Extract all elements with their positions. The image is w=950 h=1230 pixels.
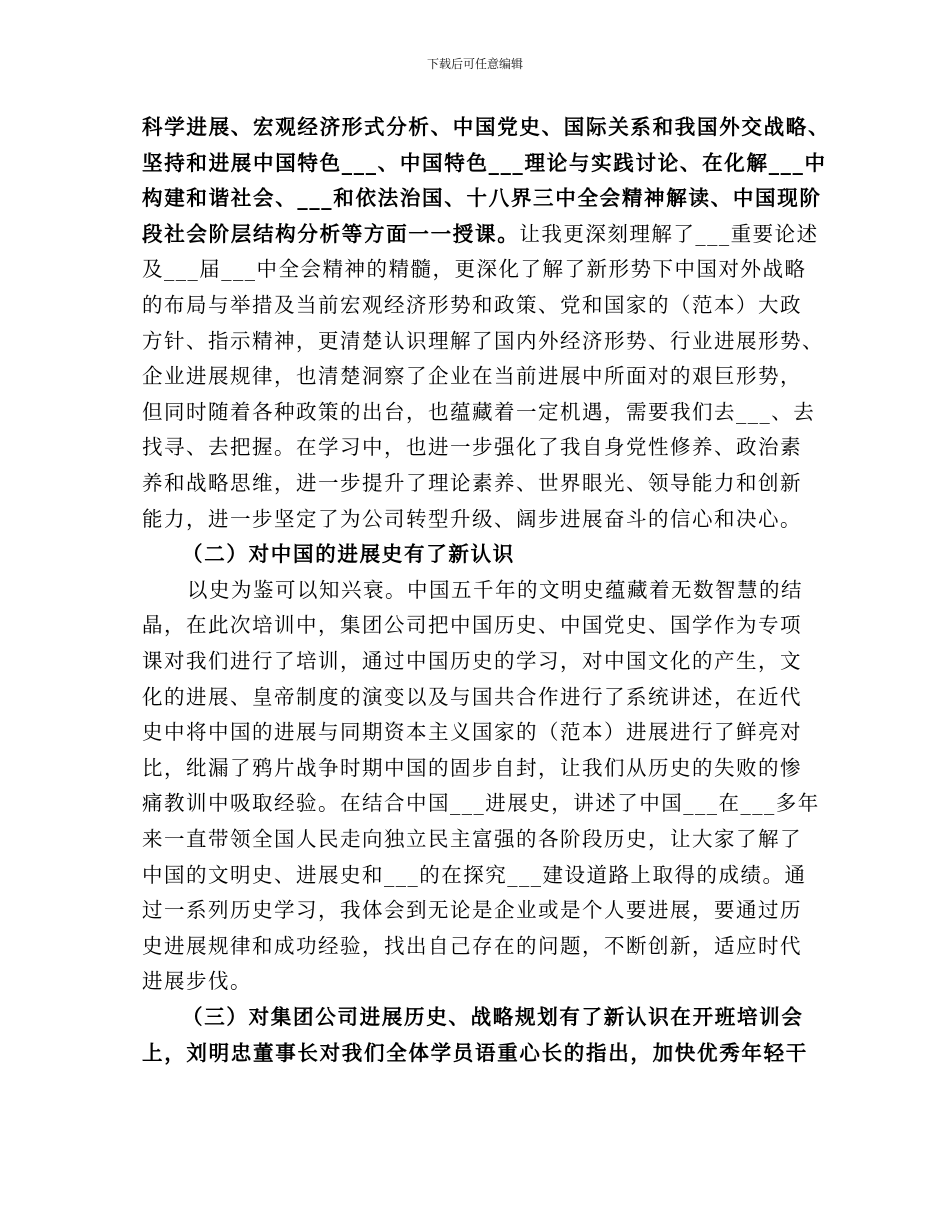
paragraph-line — [142, 934, 802, 958]
paragraph-line — [142, 898, 802, 922]
line-text: 痛教训中吸取经验。在结合中国___进展史，讲述了中国___在___多年 — [142, 791, 820, 816]
line-text: 比，纰漏了鸦片战争时期中国的固步自封，让我们从历史的失败的惨 — [142, 755, 802, 780]
paragraph-line — [142, 186, 822, 210]
paragraph-line — [142, 613, 802, 637]
line-text: 来一直带领全国人民走向独立民主富强的各阶段历史，让大家了解了 — [142, 827, 802, 851]
line-text: 养和战略思维，进一步提升了理论素养、世界眼光、领导能力和创新 — [142, 471, 802, 495]
line-text: 企业进展规律，也清楚洞察了企业在当前进展中所面对的艰巨形势， — [142, 364, 802, 389]
line-text: 构建和谐社会、___和依法治国、十八界三中全会精神解读、中国现阶 — [142, 186, 822, 211]
line-text: 段社会阶层结构分析等方面一一授课。 — [142, 221, 520, 246]
line-text-continuation: 让我更深刻理解了___重要论述 — [519, 221, 819, 246]
paragraph-line — [142, 863, 807, 887]
line-text: 过一系列历史学习，我体会到无论是企业或是个人要进展，要通过历 — [142, 898, 802, 923]
line-text: 能力，进一步坚定了为公司转型升级、阔步进展奋斗的信心和决心。 — [142, 506, 802, 531]
line-text: 坚持和进展中国特色___、中国特色___理论与实践讨论、在化解___中 — [142, 150, 827, 175]
paragraph-line — [142, 471, 802, 495]
paragraph-line — [142, 257, 807, 281]
paragraph-line — [142, 1041, 808, 1065]
page-header: 下载后可任意编辑 — [426, 57, 523, 71]
paragraph-line — [142, 685, 802, 709]
line-text: 上，刘明忠董事长对我们全体学员语重心长的指出，加快优秀年轻干 — [142, 1040, 808, 1065]
section-heading — [182, 1005, 804, 1029]
line-text: （三）对集团公司进展历史、战略规划有了新认识在开班培训会 — [182, 1005, 804, 1029]
line-text: 化的进展、皇帝制度的演变以及与国共合作进行了系统讲述，在近代 — [142, 684, 802, 709]
paragraph-line — [142, 400, 815, 424]
paragraph-line — [142, 507, 802, 531]
paragraph-line — [142, 329, 824, 353]
line-text: 找寻、去把握。在学习中，也进一步强化了我自身党性修养、政治素 — [142, 435, 802, 460]
line-text: 中国的文明史、进展史和___的在探究___建设道路上取得的成绩。通 — [142, 862, 807, 887]
paragraph-line — [142, 969, 252, 993]
paragraph-line — [142, 151, 827, 175]
paragraph-line — [142, 827, 802, 851]
line-text: 课对我们进行了培训，通过中国历史的学习，对中国文化的产生，文 — [142, 649, 802, 673]
section-heading — [182, 542, 515, 566]
paragraph-line — [142, 222, 819, 246]
paragraph-line — [142, 364, 802, 388]
line-text: 史进展规律和成功经验，找出自己存在的问题，不断创新，适应时代 — [142, 933, 802, 958]
line-text: 的布局与举措及当前宏观经济形势和政策、党和国家的（范本）大政 — [142, 293, 802, 317]
line-text: 晶，在此次培训中，集团公司把中国历史、中国党史、国学作为专项 — [142, 613, 802, 638]
line-text: 史中将中国的进展与同期资本主义国家的（范本）进展进行了鲜亮对 — [142, 720, 802, 745]
paragraph-line — [187, 578, 803, 602]
line-text: 科学进展、宏观经济形式分析、中国党史、国际关系和我国外交战略、 — [142, 115, 831, 139]
paragraph-line — [142, 720, 802, 744]
paragraph-line — [142, 791, 820, 815]
paragraph-line — [142, 756, 802, 780]
line-text: 进展步伐。 — [142, 969, 252, 994]
line-text: 但同时随着各种政策的出台，也蕴藏着一定机遇，需要我们去___、去 — [142, 399, 816, 424]
paragraph-line — [142, 293, 802, 317]
paragraph-line — [142, 115, 830, 139]
line-text: 以史为鉴可以知兴衰。中国五千年的文明史蕴藏着无数智慧的结 — [187, 577, 803, 602]
line-text: （二）对中国的进展史有了新认识 — [182, 542, 515, 567]
paragraph-line — [142, 435, 802, 459]
line-text: 及___届___中全会精神的精髓，更深化了解了新形势下中国对外战略 — [142, 257, 807, 282]
line-text: 方针、指示精神，更清楚认识理解了国内外经济形势、行业进展形势、 — [142, 328, 824, 353]
paragraph-line — [142, 649, 802, 673]
